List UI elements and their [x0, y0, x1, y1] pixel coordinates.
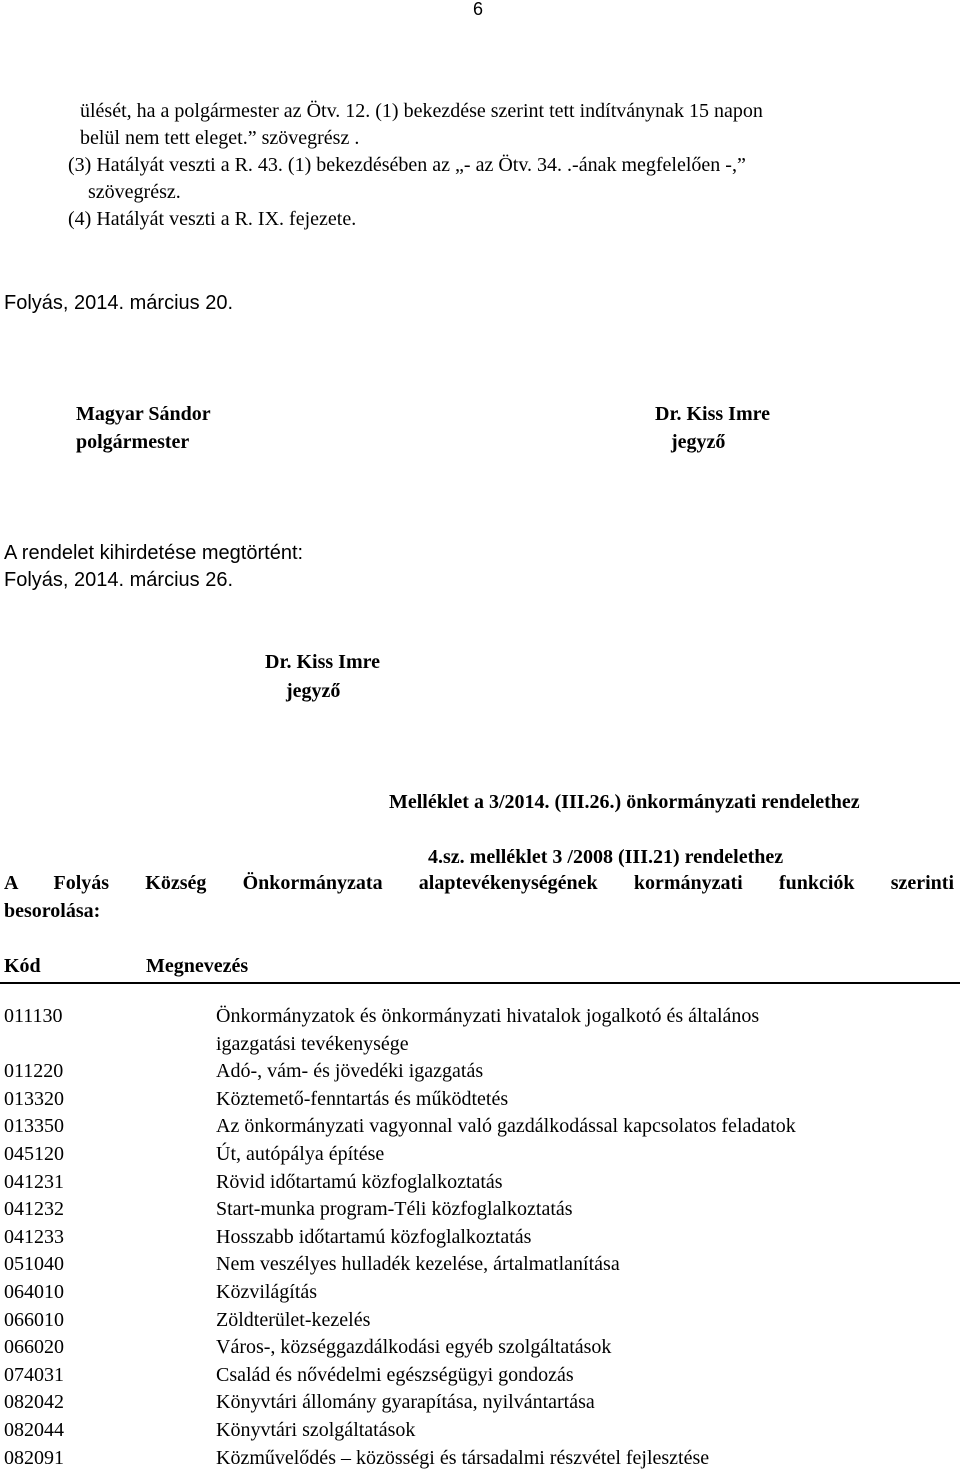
code-cell: 064010 — [4, 1279, 216, 1307]
notary-name: Dr. Kiss Imre — [655, 401, 770, 427]
name-cell: Közvilágítás — [216, 1279, 956, 1307]
code-cell: 066010 — [4, 1307, 216, 1335]
name-cell: Közművelődés – közösségi és társadalmi részvétel fejlesztése — [216, 1445, 956, 1472]
name-cell: Start-munka program-Téli közfoglalkoztatás — [216, 1196, 956, 1224]
annex-title: Melléklet a 3/2014. (III.26.) önkormányzati rendelethez — [389, 789, 860, 815]
table-row — [4, 1058, 956, 1086]
table-row — [4, 1196, 956, 1224]
name-cell: Család és nővédelmi egészségügyi gondozás — [216, 1362, 956, 1390]
name-cell: Könyvtári állomány gyarapítása, nyilvántartása — [216, 1389, 956, 1417]
announcement-line-1: A rendelet kihirdetése megtörtént: — [4, 540, 303, 566]
intro-line-4: szövegrész. — [88, 179, 181, 205]
table-row — [4, 1279, 956, 1307]
name-cell: Út, autópálya építése — [216, 1141, 956, 1169]
table-row — [4, 1251, 956, 1279]
code-cell: 013350 — [4, 1113, 216, 1141]
code-cell: 013320 — [4, 1086, 216, 1114]
name-cell: Hosszabb időtartamú közfoglalkoztatás — [216, 1224, 956, 1252]
name-cell — [216, 1003, 956, 1058]
intro-line-1: ülését, ha a polgármester az Ötv. 12. (1) bekezdése szerint tett indítványnak 15 napon — [80, 98, 763, 124]
function-code-table — [4, 1003, 956, 1472]
name-cell: Rövid időtartamú közfoglalkoztatás — [216, 1169, 956, 1197]
annex-heading-line-2: besorolása: — [4, 898, 100, 924]
name-cell-line-2: igazgatási tevékenysége — [216, 1031, 956, 1059]
mayor-name: Magyar Sándor — [76, 401, 211, 427]
header-rule — [0, 982, 960, 984]
table-row — [4, 1307, 956, 1335]
code-cell: 045120 — [4, 1141, 216, 1169]
column-header-code: Kód — [4, 953, 41, 979]
column-header-name: Megnevezés — [146, 953, 248, 979]
notary-title: jegyző — [671, 429, 725, 455]
intro-line-3: (3) Hatályát veszti a R. 43. (1) bekezdésében az „- az Ötv. 34. .-ának megfelelően -,” — [68, 152, 746, 178]
table-row — [4, 1224, 956, 1252]
code-cell: 082091 — [4, 1445, 216, 1472]
name-cell: Adó-, vám- és jövedéki igazgatás — [216, 1058, 956, 1086]
announcement-notary-title: jegyző — [286, 678, 340, 704]
code-cell: 066020 — [4, 1334, 216, 1362]
intro-line-5: (4) Hatályát veszti a R. IX. fejezete. — [68, 206, 356, 232]
annex-subtitle: 4.sz. melléklet 3 /2008 (III.21) rendelethez — [428, 844, 783, 870]
code-cell: 051040 — [4, 1251, 216, 1279]
table-row — [4, 1086, 956, 1114]
code-cell: 041231 — [4, 1169, 216, 1197]
table-row — [4, 1417, 956, 1445]
name-cell: Köztemető-fenntartás és működtetés — [216, 1086, 956, 1114]
code-cell: 041232 — [4, 1196, 216, 1224]
announcement-notary-name: Dr. Kiss Imre — [265, 649, 380, 675]
announcement-date: Folyás, 2014. március 26. — [4, 567, 233, 593]
mayor-title: polgármester — [76, 429, 189, 455]
table-row — [4, 1003, 956, 1058]
code-cell: 074031 — [4, 1362, 216, 1390]
table-row — [4, 1362, 956, 1390]
table-row — [4, 1389, 956, 1417]
table-row — [4, 1141, 956, 1169]
code-cell: 041233 — [4, 1224, 216, 1252]
name-cell-line-1: Önkormányzatok és önkormányzati hivatalok jogalkotó és általános — [216, 1003, 956, 1031]
table-row — [4, 1113, 956, 1141]
table-row — [4, 1169, 956, 1197]
name-cell: Könyvtári szolgáltatások — [216, 1417, 956, 1445]
name-cell: Város-, községgazdálkodási egyéb szolgáltatások — [216, 1334, 956, 1362]
name-cell: Az önkormányzati vagyonnal való gazdálkodással kapcsolatos feladatok — [216, 1113, 956, 1141]
table-row — [4, 1445, 956, 1472]
intro-line-2: belül nem tett eleget.” szövegrész . — [80, 125, 359, 151]
signing-date: Folyás, 2014. március 20. — [4, 290, 233, 316]
code-cell: 082042 — [4, 1389, 216, 1417]
code-cell: 082044 — [4, 1417, 216, 1445]
page-number: 6 — [473, 0, 483, 20]
annex-heading-line-1: A Folyás Község Önkormányzata alaptevékenységének kormányzati funkciók szerinti — [4, 870, 954, 896]
code-cell: 011130 — [4, 1003, 216, 1058]
table-row — [4, 1334, 956, 1362]
code-cell: 011220 — [4, 1058, 216, 1086]
name-cell: Zöldterület-kezelés — [216, 1307, 956, 1335]
name-cell: Nem veszélyes hulladék kezelése, ártalmatlanítása — [216, 1251, 956, 1279]
